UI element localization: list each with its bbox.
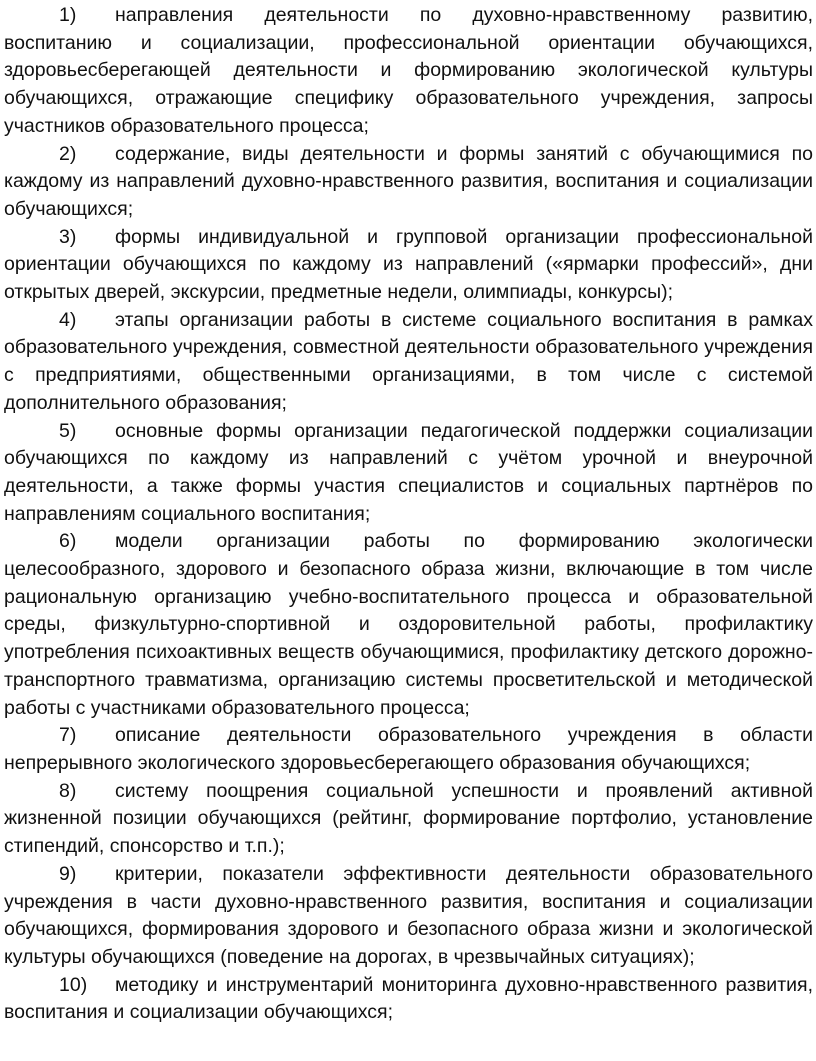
item-text: формы индивидуальной и групповой организации профессиональной ориентации обучающихся по каждому из направлений («ярмарки профессий», дни открытых дверей, экскурсии, предметные недели, олимпиады, конкурсы);	[4, 225, 813, 304]
list-item	[4, 307, 813, 418]
item-number: 3)	[59, 225, 77, 248]
list-item	[4, 2, 813, 141]
item-text: критерии, показатели эффективности деятельности образовательного учреждения в части духовно-нравственного развития, воспитания и социализации обучающихся, формирования здорового и безопасного образа жизни и экологической культуры обучающихся (поведение на дорогах, в чрезвычайных ситуациях);	[4, 862, 813, 968]
item-text: направления деятельности по духовно-нравственному развитию, воспитанию и социализации, профессиональной ориентации обучающихся, здоровьесберегающей деятельности и формированию экологической культуры обучающихся, отражающие специфику образовательного учреждения, запросы участников образовательного процесса;	[4, 4, 813, 137]
item-text: методику и инструментарий мониторинга духовно-нравственного развития, воспитания и социализации обучающихся;	[4, 973, 813, 1024]
item-text: этапы организации работы в системе социального воспитания в рамках образовательного учреждения, совместной деятельности образовательного учреждения с предприятиями, общественными организациями, в том числе с системой дополнительного образования;	[4, 308, 813, 414]
list-item	[4, 141, 813, 224]
item-number: 7)	[59, 724, 77, 747]
item-number: 2)	[59, 142, 77, 165]
list-item	[4, 778, 813, 861]
list-item	[4, 861, 813, 972]
item-number: 5)	[59, 419, 77, 442]
item-number: 1)	[59, 4, 77, 26]
list-item	[4, 418, 813, 529]
list-item	[4, 528, 813, 722]
item-text: содержание, виды деятельности и формы занятий с обучающимися по каждому из направлений духовно-нравственного развития, воспитания и социализации обучающихся;	[4, 142, 813, 220]
list-item	[4, 224, 813, 307]
item-number: 6)	[59, 530, 77, 553]
item-text: описание деятельности образовательного учреждения в области непрерывного экологического здоровьесберегающего образования обучающихся;	[4, 724, 813, 774]
item-text: модели организации работы по формированию экологически целесообразного, здорового и безопасного образа жизни, включающие в том числе рациональную организацию учебно-воспитательного процесса и образовательной среды, физкультурно-спортивной и оздоровительной работы, профилактику употребления психоактивных веществ обучающимися, профилактику детского дорожно-транспортного травматизма, организацию системы просветительской и методической работы с участниками образовательного процесса;	[4, 530, 813, 719]
item-number: 9)	[59, 862, 77, 885]
item-text: систему поощрения социальной успешности и проявлений активной жизненной позиции обучающихся (рейтинг, формирование портфолио, установление стипендий, спонсорство и т.п.);	[4, 779, 813, 858]
item-number: 10)	[59, 973, 88, 996]
list-item	[4, 722, 813, 777]
list-item	[4, 972, 813, 1027]
item-number: 8)	[59, 779, 77, 802]
item-text: основные формы организации педагогической поддержки социализации обучающихся по каждому из направлений с учётом урочной и внеурочной деятельности, а также формы участия специалистов и социальных партнёров по направлениям социального воспитания;	[4, 419, 813, 525]
item-number: 4)	[59, 308, 77, 331]
